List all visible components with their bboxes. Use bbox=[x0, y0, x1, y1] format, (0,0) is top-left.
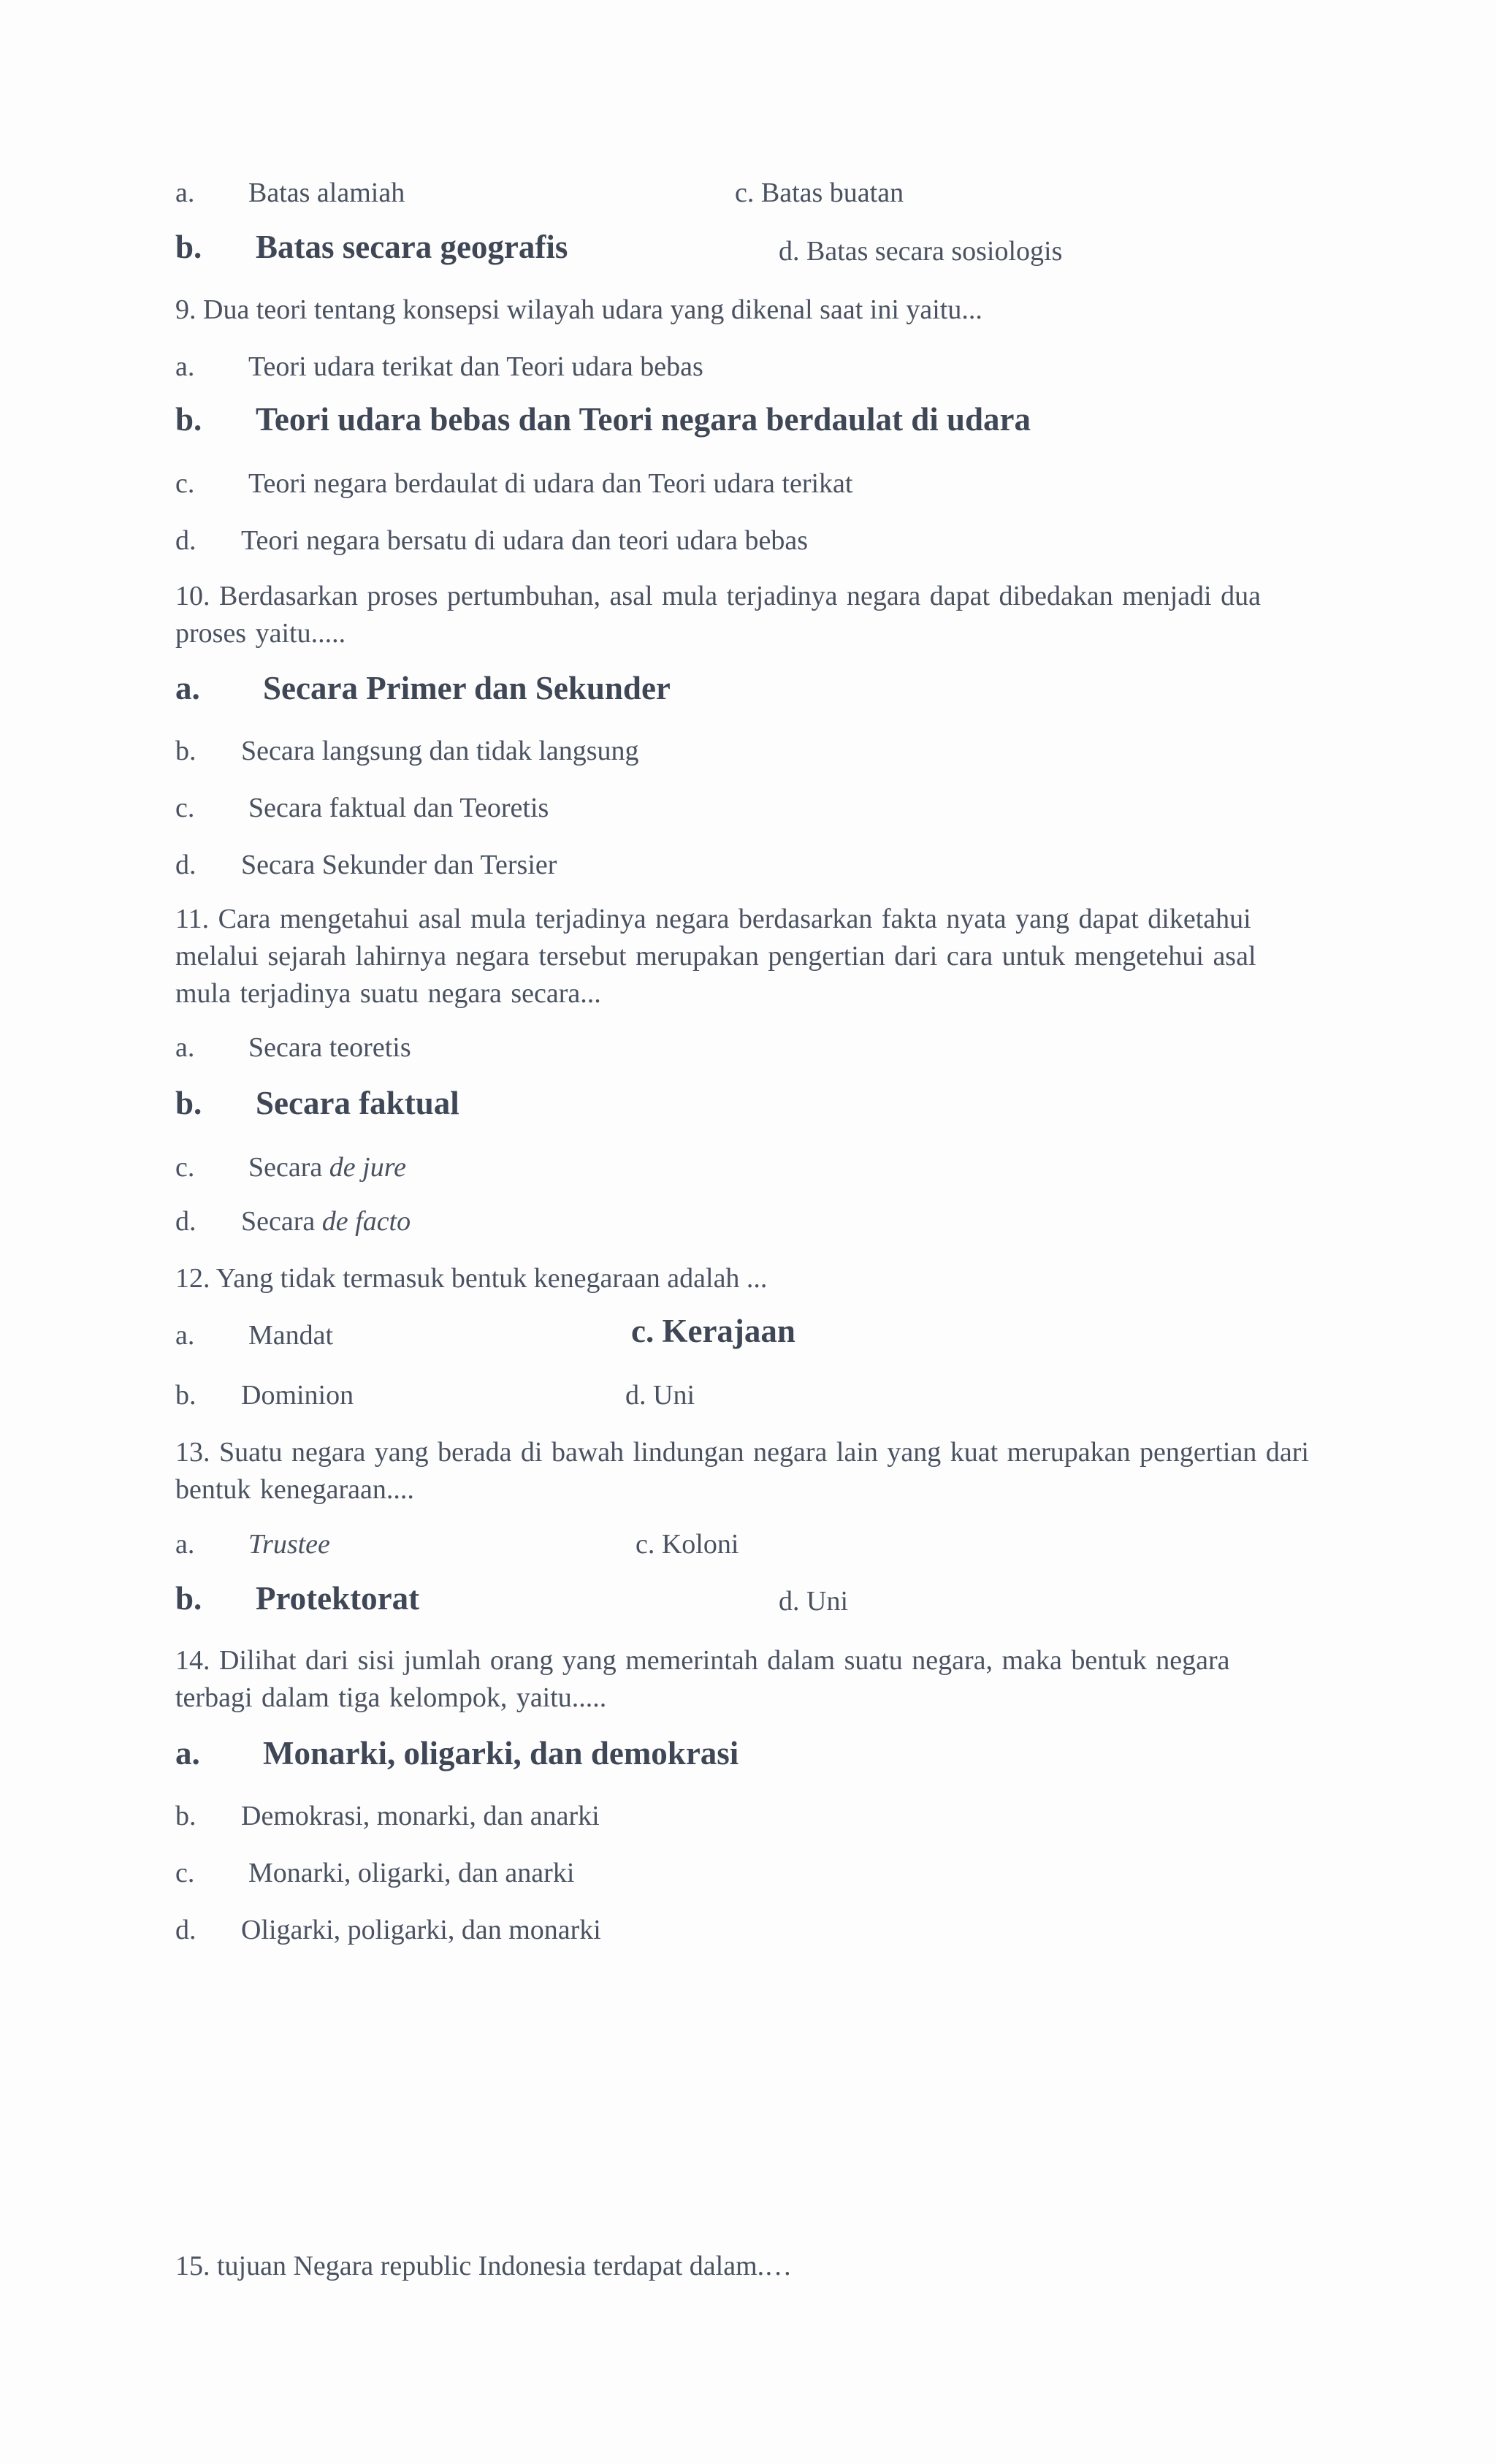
question-13: 13. Suatu negara yang berada di bawah lindungan negara lain yang kuat merupakan pengertian dari bentuk kenegaraan.... bbox=[175, 1437, 1309, 1505]
option-text-wrap bbox=[241, 1204, 411, 1239]
answer-text: Secara Primer dan Sekunder bbox=[263, 670, 671, 706]
question-10: 10. Berdasarkan proses pertumbuhan, asal mula terjadinya negara dapat dibedakan menjadi dua proses yaitu..... bbox=[175, 581, 1261, 649]
option-letter: d. bbox=[175, 1206, 196, 1237]
option-text: Secara bbox=[248, 1152, 323, 1183]
question-12: 12. Yang tidak termasuk bentuk kenegaraan adalah ... bbox=[175, 1263, 768, 1294]
option-letter-answer: b. bbox=[175, 1085, 202, 1121]
option-letter: d. bbox=[175, 850, 196, 880]
option-letter: a. bbox=[175, 1032, 195, 1063]
answer-text: Batas secara geografis bbox=[256, 229, 568, 265]
option-text: Secara teoretis bbox=[248, 1032, 411, 1063]
option-text: Secara faktual dan Teoretis bbox=[248, 793, 549, 823]
option-text: Monarki, oligarki, dan anarki bbox=[248, 1858, 575, 1888]
answer-text: Monarki, oligarki, dan demokrasi bbox=[263, 1735, 739, 1771]
option-letter: d. bbox=[175, 525, 196, 556]
option-text: Teori negara berdaulat di udara dan Teori udara terikat bbox=[248, 468, 853, 499]
option-letter-answer: b. bbox=[175, 401, 202, 438]
option-letter: d. bbox=[175, 1915, 196, 1945]
option-letter: b. bbox=[175, 1801, 196, 1831]
option-text: Demokrasi, monarki, dan anarki bbox=[241, 1801, 600, 1831]
option-text: d. Uni bbox=[625, 1380, 695, 1411]
option-letter-answer: a. bbox=[175, 670, 200, 706]
option-letter-answer: b. bbox=[175, 1580, 202, 1617]
option-text: Teori negara bersatu di udara dan teori udara bebas bbox=[241, 525, 808, 556]
option-text-italic: de facto bbox=[321, 1206, 411, 1237]
option-text: Oligarki, poligarki, dan monarki bbox=[241, 1915, 601, 1945]
option-text: d. Batas secara sosiologis bbox=[779, 236, 1063, 267]
option-letter: b. bbox=[175, 1380, 196, 1411]
option-text: d. Uni bbox=[779, 1586, 848, 1617]
answer-text: Secara faktual bbox=[256, 1085, 459, 1121]
option-text: Batas alamiah bbox=[248, 178, 405, 208]
option-text: Teori udara terikat dan Teori udara bebas bbox=[248, 351, 703, 382]
option-letter-answer: a. bbox=[175, 1735, 200, 1771]
option-letter-answer: b. bbox=[175, 229, 202, 265]
option-text: c. Batas buatan bbox=[735, 178, 904, 208]
answer-text: c. Kerajaan bbox=[631, 1313, 795, 1349]
option-letter: c. bbox=[175, 1858, 195, 1888]
answer-text: Teori udara bebas dan Teori negara berdaulat di udara bbox=[256, 401, 1031, 438]
option-text: c. Koloni bbox=[636, 1529, 739, 1560]
option-letter: b. bbox=[175, 736, 196, 766]
option-letter: a. bbox=[175, 351, 195, 382]
option-text: Mandat bbox=[248, 1320, 334, 1351]
option-text: Secara bbox=[241, 1206, 316, 1237]
option-letter: c. bbox=[175, 1152, 195, 1183]
question-14: 14. Dilihat dari sisi jumlah orang yang memerintah dalam suatu negara, maka bentuk negara terbagi dalam tiga kelompok, yaitu..... bbox=[175, 1645, 1230, 1713]
answer-text: Protektorat bbox=[256, 1580, 420, 1617]
option-letter: a. bbox=[175, 1320, 195, 1351]
option-letter: a. bbox=[175, 178, 195, 208]
option-text-italic: de jure bbox=[329, 1152, 406, 1183]
question-11: 11. Cara mengetahui asal mula terjadinya negara berdasarkan fakta nyata yang dapat diketahui melalui sejarah lahirnya negara tersebut merupakan pengertian dari cara untuk mengetehui asal mula terjadinya suatu negara secara... bbox=[175, 904, 1256, 1009]
option-text: Secara Sekunder dan Tersier bbox=[241, 850, 557, 880]
option-text-wrap bbox=[248, 1150, 406, 1185]
option-letter: c. bbox=[175, 468, 195, 499]
question-9: 9. Dua teori tentang konsepsi wilayah udara yang dikenal saat ini yaitu... bbox=[175, 294, 982, 325]
option-text: Dominion bbox=[241, 1380, 354, 1411]
option-text: Secara langsung dan tidak langsung bbox=[241, 736, 639, 766]
option-letter: c. bbox=[175, 793, 195, 823]
option-letter: a. bbox=[175, 1529, 195, 1560]
option-text: Trustee bbox=[248, 1529, 330, 1560]
question-15: 15. tujuan Negara republic Indonesia terdapat dalam.… bbox=[175, 2251, 793, 2281]
